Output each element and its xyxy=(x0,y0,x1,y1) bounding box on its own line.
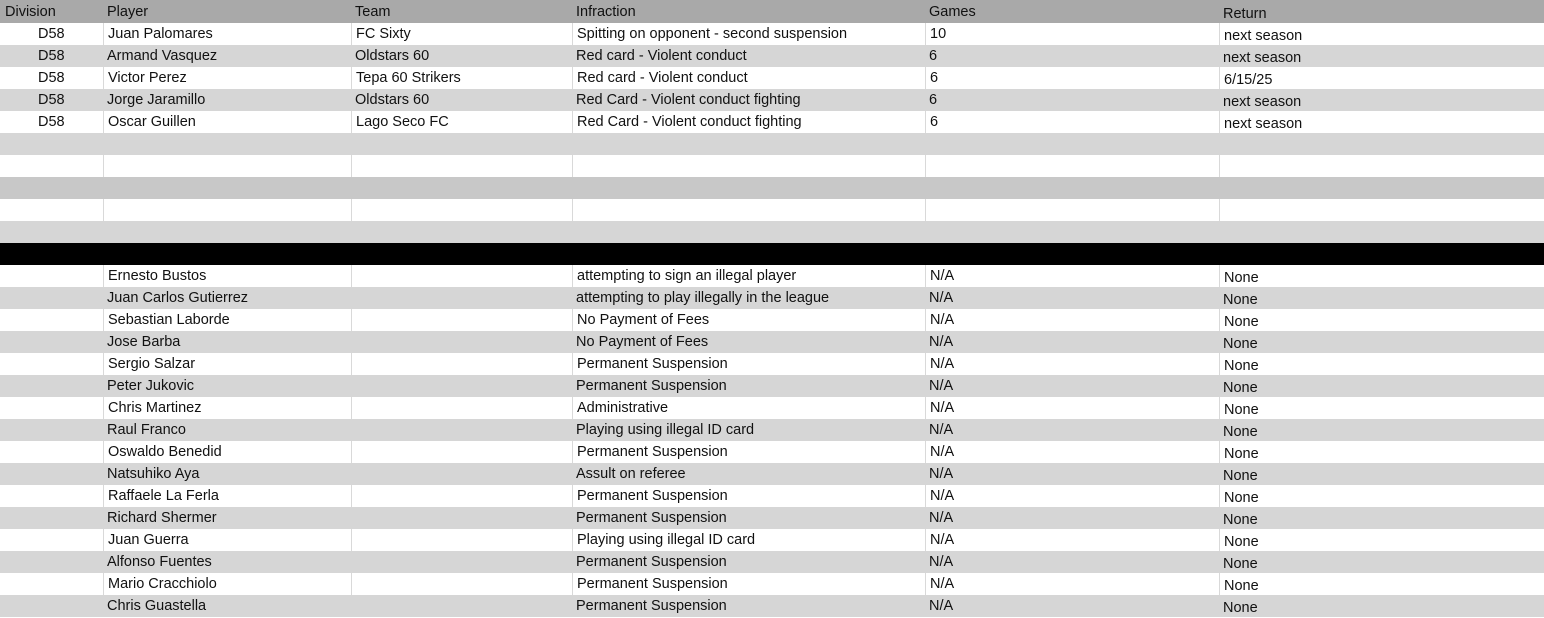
player-cell[interactable]: Alfonso Fuentes xyxy=(107,554,212,570)
infraction-cell[interactable]: Red Card - Violent conduct fighting xyxy=(572,111,925,133)
player-cell[interactable]: Sebastian Laborde xyxy=(103,309,351,331)
division-cell[interactable]: D58 xyxy=(38,70,65,86)
return-value: None xyxy=(1224,358,1259,374)
player-cell[interactable]: Sergio Salzar xyxy=(103,353,351,375)
division-cell[interactable]: D58 xyxy=(38,114,65,130)
infraction-cell[interactable]: Permanent Suspension xyxy=(572,573,925,595)
team-cell[interactable] xyxy=(351,441,572,463)
header-infraction[interactable]: Infraction xyxy=(576,4,636,20)
games-cell[interactable]: N/A xyxy=(929,422,954,438)
header-team[interactable]: Team xyxy=(355,4,391,20)
division-cell[interactable] xyxy=(0,287,103,309)
player-cell[interactable]: Jose Barba xyxy=(107,334,181,350)
table-row[interactable] xyxy=(0,463,1544,485)
games-cell[interactable]: N/A xyxy=(925,485,1219,507)
return-value: None xyxy=(1223,512,1258,528)
table-row[interactable] xyxy=(0,353,1544,375)
games-cell[interactable]: N/A xyxy=(925,529,1219,551)
player-cell[interactable]: Ernesto Bustos xyxy=(103,265,351,287)
player-cell[interactable]: Peter Jukovic xyxy=(107,378,195,394)
return-cell[interactable] xyxy=(1219,265,1544,287)
return-cell[interactable] xyxy=(1219,45,1544,67)
division-cell[interactable] xyxy=(0,595,103,617)
team-cell[interactable]: FC Sixty xyxy=(351,23,572,45)
infraction-cell[interactable]: No Payment of Fees xyxy=(572,309,925,331)
player-cell[interactable]: Juan Carlos Gutierrez xyxy=(107,290,249,306)
table-row[interactable] xyxy=(0,573,1544,595)
return-value: None xyxy=(1223,292,1258,308)
games-cell[interactable]: 6 xyxy=(929,48,938,64)
infraction-cell[interactable]: Permanent Suspension xyxy=(576,554,727,570)
return-value: next season xyxy=(1224,28,1303,44)
games-cell[interactable]: N/A xyxy=(929,598,954,614)
empty-row[interactable] xyxy=(0,155,1544,177)
infraction-cell[interactable]: Red card - Violent conduct xyxy=(572,67,925,89)
table-row[interactable] xyxy=(0,441,1544,463)
infraction-cell[interactable]: Administrative xyxy=(572,397,925,419)
infraction-cell[interactable]: Permanent Suspension xyxy=(572,353,925,375)
games-cell[interactable]: N/A xyxy=(929,378,954,394)
return-value: next season xyxy=(1223,50,1302,66)
return-value: None xyxy=(1223,600,1258,616)
division-cell[interactable] xyxy=(0,331,103,353)
team-cell[interactable] xyxy=(351,507,572,529)
games-cell[interactable]: N/A xyxy=(929,554,954,570)
team-cell[interactable] xyxy=(351,331,572,353)
empty-row[interactable] xyxy=(0,221,1544,243)
division-cell[interactable] xyxy=(0,353,103,375)
team-cell[interactable]: Oldstars 60 xyxy=(355,92,430,108)
team-cell[interactable] xyxy=(351,573,572,595)
player-cell[interactable]: Mario Cracchiolo xyxy=(103,573,351,595)
team-cell[interactable]: Lago Seco FC xyxy=(351,111,572,133)
infraction-cell[interactable]: Playing using illegal ID card xyxy=(576,422,755,438)
team-cell[interactable] xyxy=(351,463,572,485)
division-cell[interactable] xyxy=(0,265,103,287)
team-cell[interactable] xyxy=(351,375,572,397)
infraction-cell[interactable]: Permanent Suspension xyxy=(576,378,727,394)
games-cell[interactable]: 6 xyxy=(925,67,1219,89)
return-value: None xyxy=(1223,380,1258,396)
games-cell[interactable]: N/A xyxy=(925,309,1219,331)
division-cell[interactable] xyxy=(0,463,103,485)
team-cell[interactable] xyxy=(351,419,572,441)
table-row[interactable] xyxy=(0,419,1544,441)
infraction-cell[interactable]: Assult on referee xyxy=(576,466,686,482)
table-row[interactable] xyxy=(0,309,1544,331)
games-cell[interactable]: N/A xyxy=(929,510,954,526)
table-row[interactable] xyxy=(0,23,1544,45)
return-cell[interactable] xyxy=(1219,111,1544,133)
return-cell[interactable] xyxy=(1219,441,1544,463)
return-value: None xyxy=(1224,490,1259,506)
header-games[interactable]: Games xyxy=(929,4,976,20)
return-cell[interactable] xyxy=(1219,397,1544,419)
header-return-label: Return xyxy=(1223,6,1267,22)
division-cell[interactable] xyxy=(0,375,103,397)
return-value: None xyxy=(1223,336,1258,352)
division-cell[interactable] xyxy=(0,573,103,595)
header-row xyxy=(0,0,1544,23)
return-cell[interactable] xyxy=(1219,507,1544,529)
player-cell[interactable]: Victor Perez xyxy=(103,67,351,89)
division-cell[interactable]: D58 xyxy=(38,92,65,108)
infraction-cell[interactable]: Playing using illegal ID card xyxy=(572,529,925,551)
return-cell[interactable] xyxy=(1219,463,1544,485)
return-value: None xyxy=(1223,556,1258,572)
header-division[interactable]: Division xyxy=(5,4,56,20)
return-cell[interactable] xyxy=(1219,287,1544,309)
division-cell[interactable] xyxy=(0,309,103,331)
empty-row[interactable] xyxy=(0,177,1544,199)
return-cell[interactable] xyxy=(1219,419,1544,441)
table-row[interactable] xyxy=(0,89,1544,111)
header-return[interactable] xyxy=(1219,0,1544,23)
games-cell[interactable]: N/A xyxy=(929,334,954,350)
games-cell[interactable]: N/A xyxy=(925,441,1219,463)
team-cell[interactable] xyxy=(351,595,572,617)
infraction-cell[interactable]: attempting to sign an illegal player xyxy=(572,265,925,287)
return-value: None xyxy=(1223,468,1258,484)
infraction-cell[interactable]: Permanent Suspension xyxy=(572,441,925,463)
return-cell[interactable] xyxy=(1219,309,1544,331)
table-row[interactable] xyxy=(0,375,1544,397)
table-row[interactable] xyxy=(0,331,1544,353)
infraction-cell[interactable]: attempting to play illegally in the league xyxy=(576,290,830,306)
return-cell[interactable] xyxy=(1219,375,1544,397)
player-cell[interactable]: Armand Vasquez xyxy=(107,48,218,64)
division-cell[interactable]: D58 xyxy=(38,48,65,64)
table-row[interactable] xyxy=(0,45,1544,67)
games-cell[interactable]: N/A xyxy=(925,397,1219,419)
infraction-cell[interactable]: No Payment of Fees xyxy=(576,334,709,350)
table-row[interactable] xyxy=(0,551,1544,573)
return-cell[interactable] xyxy=(1219,23,1544,45)
team-cell[interactable] xyxy=(351,529,572,551)
team-cell[interactable] xyxy=(351,353,572,375)
suspensions-section xyxy=(0,23,1544,133)
empty-row[interactable] xyxy=(0,133,1544,155)
player-cell[interactable]: Oscar Guillen xyxy=(103,111,351,133)
player-cell[interactable]: Oswaldo Benedid xyxy=(103,441,351,463)
permanent-section xyxy=(0,265,1544,617)
return-cell[interactable] xyxy=(1219,331,1544,353)
return-cell[interactable] xyxy=(1219,529,1544,551)
infraction-cell[interactable]: Spitting on opponent - second suspension xyxy=(572,23,925,45)
team-cell[interactable] xyxy=(351,265,572,287)
player-cell[interactable]: Richard Shermer xyxy=(107,510,217,526)
table-row[interactable] xyxy=(0,265,1544,287)
table-row[interactable] xyxy=(0,397,1544,419)
division-cell[interactable] xyxy=(0,529,103,551)
table-row[interactable] xyxy=(0,287,1544,309)
games-cell[interactable]: 6 xyxy=(929,92,938,108)
team-cell[interactable] xyxy=(351,485,572,507)
return-cell[interactable] xyxy=(1219,353,1544,375)
header-player[interactable]: Player xyxy=(107,4,149,20)
return-cell[interactable] xyxy=(1219,67,1544,89)
division-cell[interactable] xyxy=(0,397,103,419)
return-cell[interactable] xyxy=(1219,595,1544,617)
player-cell[interactable]: Natsuhiko Aya xyxy=(107,466,200,482)
table-row[interactable] xyxy=(0,595,1544,617)
return-value: next season xyxy=(1224,116,1303,132)
games-cell[interactable]: 6 xyxy=(925,111,1219,133)
return-value: None xyxy=(1223,424,1258,440)
team-cell[interactable] xyxy=(351,287,572,309)
player-cell[interactable]: Chris Martinez xyxy=(103,397,351,419)
team-cell[interactable]: Tepa 60 Strikers xyxy=(351,67,572,89)
division-cell[interactable] xyxy=(0,507,103,529)
table-row[interactable] xyxy=(0,67,1544,89)
division-cell[interactable]: D58 xyxy=(38,26,65,42)
return-value: None xyxy=(1224,270,1259,286)
infraction-cell[interactable]: Red card - Violent conduct xyxy=(576,48,747,64)
games-cell[interactable]: 10 xyxy=(925,23,1219,45)
games-cell[interactable]: N/A xyxy=(925,353,1219,375)
return-value: None xyxy=(1224,402,1259,418)
return-value: next season xyxy=(1223,94,1302,110)
section-divider xyxy=(0,243,1544,265)
infraction-cell[interactable]: Red Card - Violent conduct fighting xyxy=(576,92,801,108)
player-cell[interactable]: Raffaele La Ferla xyxy=(103,485,351,507)
return-cell[interactable] xyxy=(1219,485,1544,507)
team-cell[interactable] xyxy=(351,309,572,331)
infraction-cell[interactable]: Permanent Suspension xyxy=(572,485,925,507)
return-cell[interactable] xyxy=(1219,573,1544,595)
infraction-cell[interactable]: Permanent Suspension xyxy=(576,598,727,614)
team-cell[interactable] xyxy=(351,551,572,573)
player-cell[interactable]: Juan Palomares xyxy=(103,23,351,45)
return-cell[interactable] xyxy=(1219,89,1544,111)
table-row[interactable] xyxy=(0,485,1544,507)
infraction-cell[interactable]: Permanent Suspension xyxy=(576,510,727,526)
player-cell[interactable]: Raul Franco xyxy=(107,422,186,438)
return-value: None xyxy=(1224,314,1259,330)
games-cell[interactable]: N/A xyxy=(929,290,954,306)
return-value: None xyxy=(1224,578,1259,594)
return-value: None xyxy=(1224,534,1259,550)
team-cell[interactable] xyxy=(351,397,572,419)
player-cell[interactable]: Juan Guerra xyxy=(103,529,351,551)
games-cell[interactable]: N/A xyxy=(929,466,954,482)
team-cell[interactable]: Oldstars 60 xyxy=(355,48,430,64)
return-cell[interactable] xyxy=(1219,551,1544,573)
player-cell[interactable]: Chris Guastella xyxy=(107,598,207,614)
division-cell[interactable] xyxy=(0,551,103,573)
division-cell[interactable] xyxy=(0,441,103,463)
division-cell[interactable] xyxy=(0,419,103,441)
games-cell[interactable]: N/A xyxy=(925,265,1219,287)
player-cell[interactable]: Jorge Jaramillo xyxy=(107,92,206,108)
return-value: 6/15/25 xyxy=(1224,72,1273,88)
table-row[interactable] xyxy=(0,111,1544,133)
table-row[interactable] xyxy=(0,507,1544,529)
return-value: None xyxy=(1224,446,1259,462)
table-row[interactable] xyxy=(0,529,1544,551)
division-cell[interactable] xyxy=(0,485,103,507)
games-cell[interactable]: N/A xyxy=(925,573,1219,595)
empty-row[interactable] xyxy=(0,199,1544,221)
